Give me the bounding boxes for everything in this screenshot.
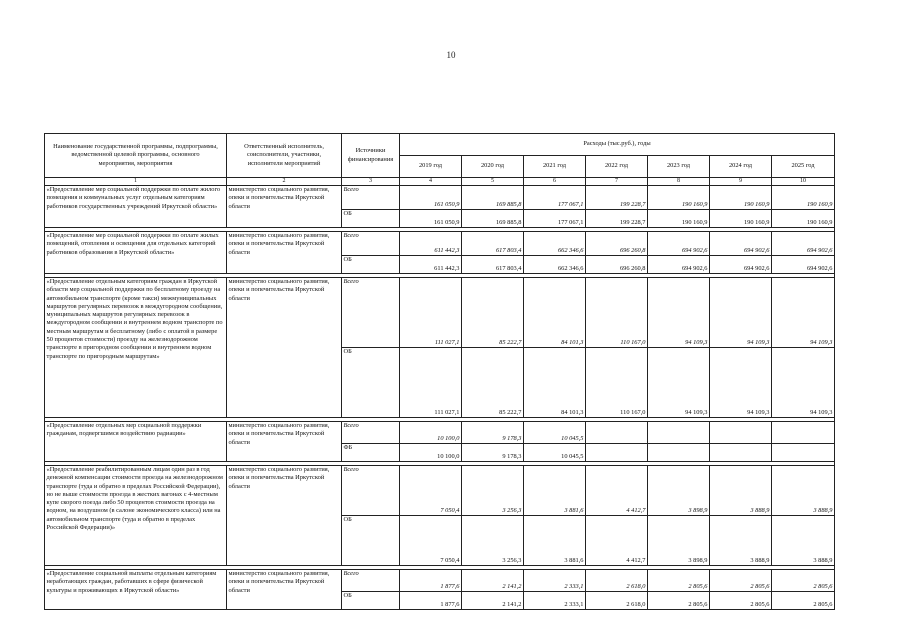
table-row-total xyxy=(45,570,835,592)
measure-executor: министерство социального развития, опеки и попечительства Иркутской области xyxy=(227,232,342,274)
header-executor: Ответственный исполнитель, соисполнители, участники, исполнители мероприятий xyxy=(227,134,342,178)
source-value: 9 178,3 xyxy=(462,444,524,462)
source-value: 694 902,6 xyxy=(772,256,835,274)
column-number: 4 xyxy=(400,178,462,186)
source-total-label: Всего xyxy=(342,232,400,256)
source-value: 177 067,1 xyxy=(524,210,586,228)
measure-name: «Предоставление отдельных мер социальной поддержки гражданам, подвергшимся воздействию радиации» xyxy=(45,422,227,462)
source-total-label: Всего xyxy=(342,278,400,348)
column-number: 10 xyxy=(772,178,835,186)
source-value: 110 167,0 xyxy=(586,348,648,418)
total-value: 2 141,2 xyxy=(462,570,524,592)
source-value: 85 222,7 xyxy=(462,348,524,418)
table-row-total xyxy=(45,232,835,256)
table-row-total xyxy=(45,186,835,210)
total-value: 85 222,7 xyxy=(462,278,524,348)
column-number: 1 xyxy=(45,178,227,186)
header-year: 2019 год xyxy=(400,156,462,178)
source-value: 611 442,3 xyxy=(400,256,462,274)
column-number: 6 xyxy=(524,178,586,186)
source-value: 94 109,3 xyxy=(648,348,710,418)
source-total-label: Всего xyxy=(342,186,400,210)
table-row-total xyxy=(45,466,835,516)
total-value: 9 178,3 xyxy=(462,422,524,444)
source-value: 694 902,6 xyxy=(710,256,772,274)
column-number: 7 xyxy=(586,178,648,186)
source-value: 617 803,4 xyxy=(462,256,524,274)
measure-executor: министерство социального развития, опеки и попечительства Иркутской области xyxy=(227,422,342,462)
source-label: ОБ xyxy=(342,210,400,228)
measure-executor: министерство социального развития, опеки и попечительства Иркутской области xyxy=(227,466,342,566)
source-label: ФБ xyxy=(342,444,400,462)
total-value xyxy=(648,422,710,444)
table-body xyxy=(45,186,835,610)
column-number: 2 xyxy=(227,178,342,186)
source-value: 10 045,5 xyxy=(524,444,586,462)
source-label: ОБ xyxy=(342,348,400,418)
source-value: 94 109,3 xyxy=(772,348,835,418)
column-number: 3 xyxy=(342,178,400,186)
source-value: 2 805,6 xyxy=(772,592,835,610)
source-value: 694 902,6 xyxy=(648,256,710,274)
source-value: 2 618,0 xyxy=(586,592,648,610)
header-year: 2020 год xyxy=(462,156,524,178)
column-number: 8 xyxy=(648,178,710,186)
measure-name: «Предоставление реабилитированным лицам один раз в год денежной компенсации стоимости проезда на железнодорожном транспорте (туда и обратно в пределах Российской Федерации), но не выше стоимости проезда в жестких вагонах с 4-местным купе скорого поезда либо 50 процентов стоимости проезда на водном, на воздушном (в салоне экономического класса) или на автомобильном транспорте (туда и обратно в пределах Российской Федерации)» xyxy=(45,466,227,566)
total-value xyxy=(710,422,772,444)
total-value: 190 160,9 xyxy=(772,186,835,210)
total-value: 161 050,9 xyxy=(400,186,462,210)
total-value: 3 898,9 xyxy=(648,466,710,516)
measure-executor: министерство социального развития, опеки и попечительства Иркутской области xyxy=(227,186,342,228)
total-value: 4 412,7 xyxy=(586,466,648,516)
total-value: 3 888,9 xyxy=(710,466,772,516)
total-value: 2 618,0 xyxy=(586,570,648,592)
column-numbers-row xyxy=(45,178,835,186)
source-value: 3 888,9 xyxy=(772,516,835,566)
total-value: 1 877,6 xyxy=(400,570,462,592)
source-total-label: Всего xyxy=(342,422,400,444)
total-value: 3 881,6 xyxy=(524,466,586,516)
source-total-label: Всего xyxy=(342,570,400,592)
header-year: 2024 год xyxy=(710,156,772,178)
source-value: 10 100,0 xyxy=(400,444,462,462)
source-value: 662 346,6 xyxy=(524,256,586,274)
source-value: 190 160,9 xyxy=(710,210,772,228)
total-value xyxy=(586,422,648,444)
total-value: 2 805,6 xyxy=(710,570,772,592)
source-value: 1 877,6 xyxy=(400,592,462,610)
source-value: 2 805,6 xyxy=(648,592,710,610)
total-value: 696 260,8 xyxy=(586,232,648,256)
source-value xyxy=(772,444,835,462)
measure-name: «Предоставление мер социальной поддержки по оплате жилых помещений, отопления и освещения для отдельных категорий работников образования в Иркутской области» xyxy=(45,232,227,274)
source-value: 696 260,8 xyxy=(586,256,648,274)
header-expenses: Расходы (тыс.руб.), годы xyxy=(400,134,835,156)
source-value: 190 160,9 xyxy=(648,210,710,228)
total-value: 3 888,9 xyxy=(772,466,835,516)
total-value: 94 109,3 xyxy=(710,278,772,348)
source-value xyxy=(710,444,772,462)
total-value: 2 805,6 xyxy=(772,570,835,592)
source-label: ОБ xyxy=(342,592,400,610)
total-value: 2 805,6 xyxy=(648,570,710,592)
header-name: Наименование государственной программы, подпрограммы, ведомственной целевой программы, основного мероприятия, мероприятия xyxy=(45,134,227,178)
source-value: 3 898,9 xyxy=(648,516,710,566)
total-value: 190 160,9 xyxy=(710,186,772,210)
header-year: 2025 год xyxy=(772,156,835,178)
expenses-table xyxy=(44,133,835,610)
source-value: 161 050,9 xyxy=(400,210,462,228)
source-value: 111 027,1 xyxy=(400,348,462,418)
measure-name: «Предоставление социальной выплаты отдельным категориям неработающих граждан, работавших в сфере физической культуры и проживающих в Иркутской области» xyxy=(45,570,227,610)
measure-executor: министерство социального развития, опеки и попечительства Иркутской области xyxy=(227,278,342,418)
source-value xyxy=(586,444,648,462)
source-value xyxy=(648,444,710,462)
total-value xyxy=(772,422,835,444)
total-value: 94 109,3 xyxy=(648,278,710,348)
source-value: 2 805,6 xyxy=(710,592,772,610)
source-value: 199 228,7 xyxy=(586,210,648,228)
total-value: 611 442,3 xyxy=(400,232,462,256)
total-value: 617 803,4 xyxy=(462,232,524,256)
total-value: 694 902,6 xyxy=(648,232,710,256)
source-value: 190 160,9 xyxy=(772,210,835,228)
source-label: ОБ xyxy=(342,516,400,566)
total-value: 3 256,3 xyxy=(462,466,524,516)
total-value: 199 228,7 xyxy=(586,186,648,210)
column-number: 9 xyxy=(710,178,772,186)
table-row-total xyxy=(45,278,835,348)
measure-name: «Предоставление отдельным категориям граждан в Иркутской области мер социальной поддержки по бесплатному проезду на автомобильном транспорте (кроме такси) межмуниципальных маршрутов регулярных перевозок в междугородном сообщении, муниципальных маршрутов регулярных перевозок в междугородном сообщении и внутреннем водном транспорте по местным маршрутам и бесплатному (либо с оплатой в размере 50 процентов стоимости) проезду на железнодорожном транспорте в пригородном сообщении и внутреннем водном транспорте по пригородным маршрутам» xyxy=(45,278,227,418)
total-value: 177 067,1 xyxy=(524,186,586,210)
total-value: 10 045,5 xyxy=(524,422,586,444)
source-label: ОБ xyxy=(342,256,400,274)
source-value: 84 101,3 xyxy=(524,348,586,418)
measure-executor: министерство социального развития, опеки и попечительства Иркутской области xyxy=(227,570,342,610)
source-value: 2 333,1 xyxy=(524,592,586,610)
page-number: 10 xyxy=(446,50,456,60)
table-row-total xyxy=(45,422,835,444)
total-value: 662 346,6 xyxy=(524,232,586,256)
total-value: 94 109,3 xyxy=(772,278,835,348)
total-value: 111 027,1 xyxy=(400,278,462,348)
total-value: 694 902,6 xyxy=(710,232,772,256)
source-value: 3 881,6 xyxy=(524,516,586,566)
total-value: 10 100,0 xyxy=(400,422,462,444)
total-value: 7 050,4 xyxy=(400,466,462,516)
source-value: 94 109,3 xyxy=(710,348,772,418)
total-value: 190 160,9 xyxy=(648,186,710,210)
header-year: 2022 год xyxy=(586,156,648,178)
source-total-label: Всего xyxy=(342,466,400,516)
measure-name: «Предоставление мер социальной поддержки по оплате жилого помещения и коммунальных услуг отдельным категориям работников государственных учреждений Иркутской области» xyxy=(45,186,227,228)
header-year: 2021 год xyxy=(524,156,586,178)
total-value: 2 333,1 xyxy=(524,570,586,592)
column-number: 5 xyxy=(462,178,524,186)
source-value: 2 141,2 xyxy=(462,592,524,610)
total-value: 694 902,6 xyxy=(772,232,835,256)
total-value: 169 885,8 xyxy=(462,186,524,210)
total-value: 110 167,0 xyxy=(586,278,648,348)
header-source: Источники финансирования xyxy=(342,134,400,178)
header-year: 2023 год xyxy=(648,156,710,178)
source-value: 3 256,3 xyxy=(462,516,524,566)
source-value: 169 885,8 xyxy=(462,210,524,228)
total-value: 84 101,3 xyxy=(524,278,586,348)
source-value: 3 888,9 xyxy=(710,516,772,566)
source-value: 4 412,7 xyxy=(586,516,648,566)
source-value: 7 050,4 xyxy=(400,516,462,566)
